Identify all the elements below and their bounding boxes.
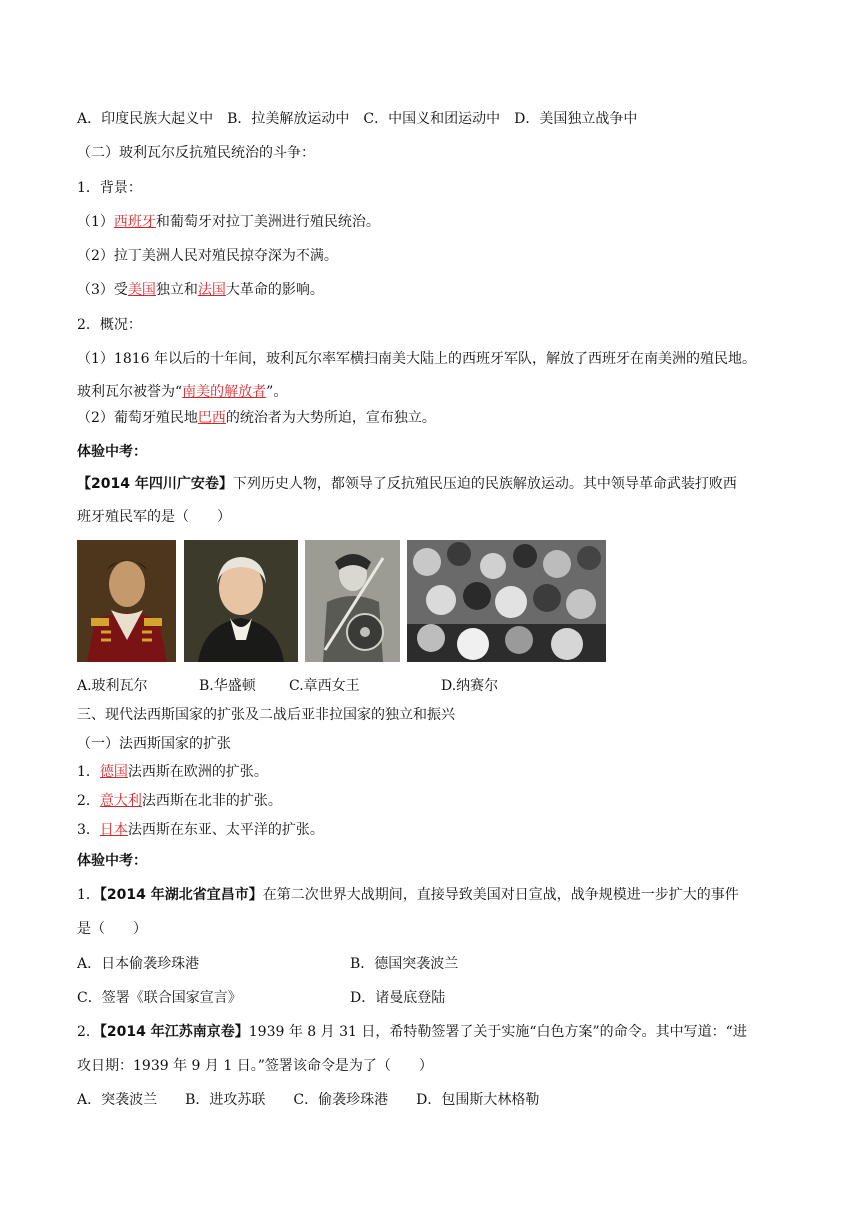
background-item-1: （1）西班牙和葡萄牙对拉丁美洲进行殖民统治。 [77, 214, 380, 230]
option-b: B．德国突袭波兰 [350, 956, 459, 972]
option-d: D．诸曼底登陆 [350, 990, 446, 1006]
option-d: D.纳赛尔 [441, 678, 499, 694]
q0-options: A．印度民族大起义中 B．拉美解放运动中 C．中国义和团运动中 D．美国独立战争中 [77, 111, 638, 127]
question-2-line-1: 1．【2014 年湖北省宜昌市】在第二次世界大战期间，直接导致美国对日宣战，战争规模进一步扩大的事件 [77, 887, 739, 903]
option-c: C.章西女王 [289, 678, 360, 694]
washington-portrait [184, 540, 298, 662]
keyword: 意大利 [99, 793, 142, 809]
question-source: 【2014 年湖北省宜昌市】 [99, 887, 263, 903]
question-1-line-2: 班牙殖民军的是（ ） [77, 509, 231, 525]
question-source: 【2014 年江苏南京卷】 [99, 1024, 249, 1040]
queen-of-jhansi-drawing [305, 540, 400, 662]
expansion-item-1: 1．德国法西斯在欧洲的扩张。 [77, 764, 268, 780]
question-1-line-1: 【2014 年四川广安卷】下列历史人物，都领导了反抗殖民压迫的民族解放运动。其中领导革命武装打败西 [77, 476, 737, 492]
overview-item-1: （1）1816 年以后的十年间，玻利瓦尔率军横扫南美大陆上的西班牙军队，解放了西班牙在南美洲的殖民地。 [77, 351, 756, 367]
keyword: 南美的解放者 [182, 384, 267, 400]
background-item-2: （2）拉丁美洲人民对殖民掠夺深为不满。 [77, 248, 338, 264]
option-b: B.华盛顿 [199, 678, 256, 694]
bolivar-portrait [77, 540, 176, 662]
question-source: 【2014 年四川广安卷】 [77, 476, 233, 492]
option-a: A.玻利瓦尔 [77, 678, 148, 694]
option-c: C．签署《联合国家宣言》 [77, 990, 242, 1006]
question-2-line-2: 是（ ） [77, 921, 147, 937]
keyword: 巴西 [197, 410, 226, 426]
question-3-line-2: 攻日期：1939 年 9 月 1 日。”签署该命令是为了（ ） [77, 1058, 433, 1074]
section-3-subtitle: （一）法西斯国家的扩张 [77, 736, 231, 752]
exam-heading: 体验中考： [77, 853, 147, 869]
question-3-options: A．突袭波兰 B．进攻苏联 C．偷袭珍珠港 D．包围斯大林格勒 [77, 1092, 540, 1108]
exam-heading: 体验中考： [77, 444, 147, 460]
keyword: 法国 [197, 282, 226, 298]
background-item-3: （3）受美国独立和法国大革命的影响。 [77, 282, 324, 298]
expansion-item-2: 2．意大利法西斯在北非的扩张。 [77, 793, 282, 809]
keyword: 日本 [99, 822, 128, 838]
overview-item-2: （2）葡萄牙殖民地巴西的统治者为大势所迫，宣布独立。 [77, 410, 436, 426]
option-a: A．日本偷袭珍珠港 [77, 956, 200, 972]
keyword: 西班牙 [113, 214, 156, 230]
nasser-crowd-photo [407, 540, 606, 662]
background-title: 1．背景： [77, 180, 142, 196]
section-3-title: 三、现代法西斯国家的扩张及二战后亚非拉国家的独立和振兴 [77, 707, 455, 723]
expansion-item-3: 3．日本法西斯在东亚、太平洋的扩张。 [77, 822, 324, 838]
section-2-title: （二）玻利瓦尔反抗殖民统治的斗争： [77, 145, 315, 161]
overview-title: 2．概况： [77, 317, 142, 333]
question-3-line-1: 2．【2014 年江苏南京卷】1939 年 8 月 31 日，希特勒签署了关于实施“白色方案”的命令。其中写道：“进 [77, 1024, 747, 1040]
keyword: 美国 [127, 282, 156, 298]
overview-item-1-cont: 玻利瓦尔被誉为“南美的解放者”。 [77, 384, 288, 400]
keyword: 德国 [99, 764, 128, 780]
